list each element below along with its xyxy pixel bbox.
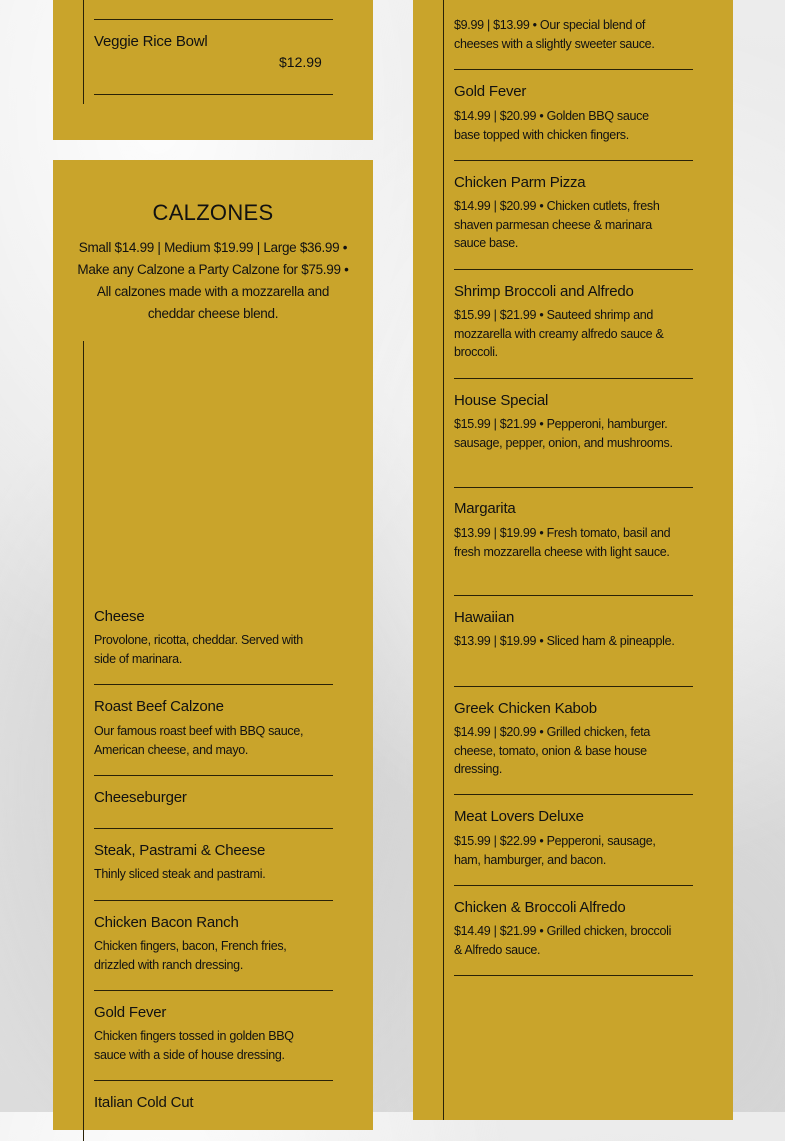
calzone-item-desc: Chicken fingers, bacon, French fries, drizzled with ranch dressing.	[94, 939, 287, 972]
item-separator	[94, 828, 333, 829]
item-separator	[454, 69, 693, 70]
item-separator	[94, 19, 333, 20]
section-note-calzones: Small $14.99 | Medium $19.99 | Large $36.99 • Make any Calzone a Party Calzone for $75.99 • All calzones made with a mozzarella and cheddar cheese blend.	[77, 240, 349, 321]
card-divider-vertical	[83, 0, 84, 104]
pizza-item-name: Chicken & Broccoli Alfredo	[454, 899, 626, 916]
pizza-item-name: Margarita	[454, 500, 516, 517]
item-separator	[94, 684, 333, 685]
item-separator	[94, 94, 333, 95]
calzone-item-name: Roast Beef Calzone	[94, 698, 224, 715]
menu-card-top	[53, 0, 373, 140]
card-divider-vertical	[83, 341, 84, 1141]
pizza-item-desc: $14.99 | $20.99 • Chicken cutlets, fresh shaven parmesan cheese & marinara sauce base.	[454, 199, 660, 250]
menu-card-calzones	[53, 160, 373, 1130]
pizza-item-name: Shrimp Broccoli and Alfredo	[454, 283, 634, 300]
pizza-item-name: House Special	[454, 392, 549, 409]
pizza-item-desc: $9.99 | $13.99 • Our special blend of cheeses with a slightly sweeter sauce.	[454, 18, 655, 51]
item-separator	[454, 595, 693, 596]
item-separator	[454, 794, 693, 795]
card-divider-vertical	[443, 0, 444, 1120]
pizza-item-name: Gold Fever	[454, 83, 527, 100]
item-separator	[454, 686, 693, 687]
calzone-item-desc: Our famous roast beef with BBQ sauce, American cheese, and mayo.	[94, 724, 304, 757]
section-title-calzones: CALZONES	[152, 200, 274, 225]
calzone-item-desc: Chicken fingers tossed in golden BBQ sauce with a side of house dressing.	[94, 1029, 294, 1062]
pizza-item-name	[454, 0, 534, 2]
calzone-item-name: Gold Fever	[94, 1004, 167, 1021]
pizza-item-desc: $13.99 | $19.99 • Fresh tomato, basil and fresh mozzarella cheese with light sauce.	[454, 526, 671, 559]
pizza-item-desc: $14.99 | $20.99 • Grilled chicken, feta cheese, tomato, onion & base house dressing.	[454, 725, 651, 776]
calzone-item-name: Steak, Pastrami & Cheese	[94, 842, 266, 859]
item-separator	[454, 160, 693, 161]
calzone-item-name: Chicken Bacon Ranch	[94, 914, 239, 931]
item-name-veggie-rice-bowl: Veggie Rice Bowl	[94, 33, 208, 50]
item-separator	[94, 990, 333, 991]
item-separator	[94, 900, 333, 901]
pizza-item-desc: $13.99 | $19.99 • Sliced ham & pineapple.	[454, 634, 675, 648]
pizza-item-desc: $15.99 | $22.99 • Pepperoni, sausage, ham, hamburger, and bacon.	[454, 834, 656, 867]
pizza-item-desc: $14.49 | $21.99 • Grilled chicken, broccoli & Alfredo sauce.	[454, 924, 672, 957]
calzone-item-name: Cheese	[94, 608, 145, 625]
item-separator	[94, 1080, 333, 1081]
item-separator	[454, 885, 693, 886]
item-price-veggie-rice-bowl: $12.99	[279, 54, 322, 70]
item-separator	[454, 975, 693, 976]
pizza-item-name: Chicken Parm Pizza	[454, 174, 586, 191]
menu-card-pizza	[413, 0, 733, 1120]
pizza-item-name: Meat Lovers Deluxe	[454, 808, 584, 825]
item-separator	[454, 487, 693, 488]
pizza-item-desc: $14.99 | $20.99 • Golden BBQ sauce base topped with chicken fingers.	[454, 109, 649, 142]
calzone-item-desc: Provolone, ricotta, cheddar. Served with side of marinara.	[94, 633, 303, 666]
calzone-item-name: Italian Cold Cut	[94, 1094, 194, 1111]
pizza-item-name: Greek Chicken Kabob	[454, 700, 597, 717]
item-separator	[454, 269, 693, 270]
pizza-item-desc: $15.99 | $21.99 • Sauteed shrimp and mozzarella with creamy alfredo sauce & broccoli.	[454, 308, 664, 359]
pizza-item-name: Hawaiian	[454, 609, 515, 626]
calzone-item-desc: Thinly sliced steak and pastrami.	[94, 867, 266, 881]
pizza-item-desc: $15.99 | $21.99 • Pepperoni, hamburger. sausage, pepper, onion, and mushrooms.	[454, 417, 673, 450]
calzone-item-name: Cheeseburger	[94, 789, 187, 806]
item-separator	[94, 775, 333, 776]
item-separator	[454, 378, 693, 379]
